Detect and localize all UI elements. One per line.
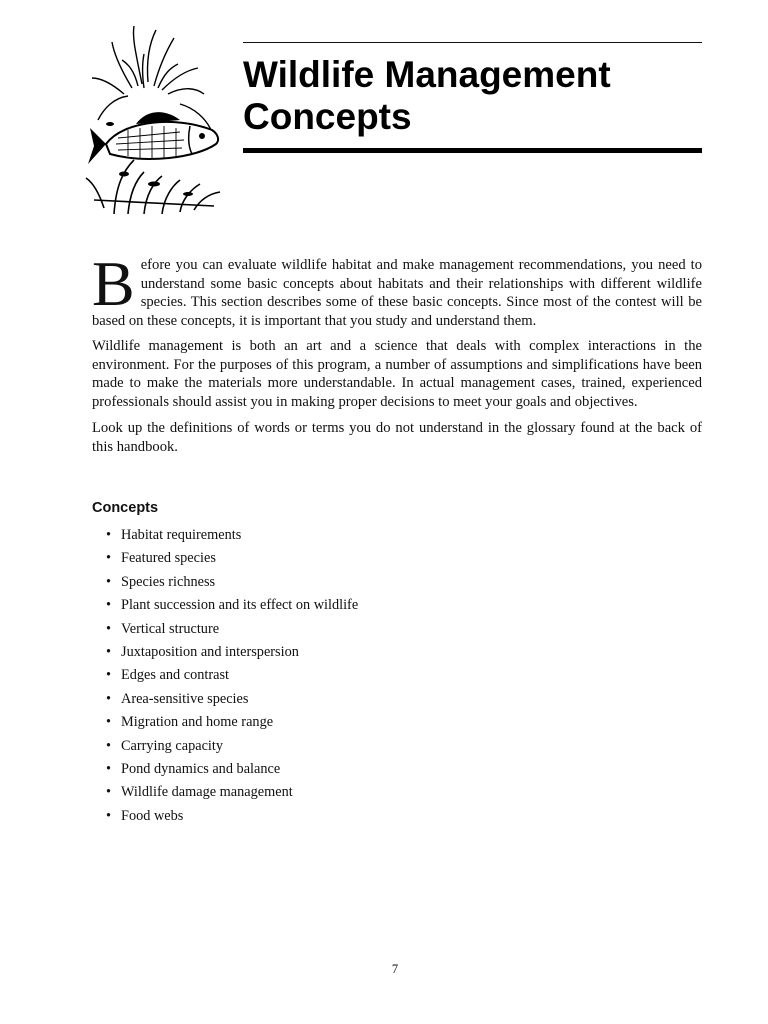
bullet: •: [106, 620, 112, 637]
fish-illustration-svg: [84, 24, 228, 214]
list-item-label: Food webs: [121, 807, 184, 824]
list-item: [106, 596, 358, 619]
bullet: •: [106, 784, 112, 801]
intro-paragraph-text: efore you can evaluate wildlife habitat and make management recommendations, you need to understand some basic concepts about habitats and their relationships with different wildlife species. This section describes some of these basic concepts. Since most of the contest will be based on these concepts, it is important that you study and understand them.: [92, 257, 702, 329]
list-item: [106, 737, 358, 760]
list-item-label: Featured species: [121, 550, 216, 567]
bullet: •: [106, 807, 112, 824]
bullet: •: [106, 714, 112, 731]
list-item: [106, 783, 358, 806]
glossary-paragraph: Look up the definitions of words or terms you do not understand in the glossary found at the back of this handbook.: [92, 420, 702, 455]
list-item-label: Juxtaposition and interspersion: [121, 643, 299, 660]
list-item: [106, 760, 358, 783]
bullet: •: [106, 643, 112, 660]
list-item-label: Edges and contrast: [121, 667, 229, 684]
bullet: •: [106, 527, 112, 543]
bullet: •: [106, 550, 112, 567]
bullet: •: [106, 690, 112, 707]
bullet: •: [106, 760, 112, 777]
list-item: [106, 690, 358, 713]
concepts-heading: Concepts: [92, 500, 159, 516]
list-item: [106, 713, 358, 736]
list-item-label: Pond dynamics and balance: [121, 760, 281, 777]
list-item: [106, 549, 358, 572]
list-item-label: Migration and home range: [121, 714, 274, 731]
list-item-label: Vertical structure: [121, 620, 220, 637]
page-title: Wildlife Management Concepts: [243, 54, 611, 137]
list-item: [106, 620, 358, 643]
list-item: [106, 643, 358, 666]
bullet: •: [106, 667, 112, 684]
list-item: [106, 573, 358, 596]
list-item-label: Species richness: [121, 573, 216, 590]
list-item-label: Carrying capacity: [121, 737, 224, 754]
bullet: •: [106, 737, 112, 754]
management-paragraph: Wildlife management is both an art and a science that deals with complex interactions in the environment. For the purposes of this program, a number of assumptions and simplifications have been made to make the materials more understandable. In actual management cases, trained, experienced professionals should assist you in making proper decisions to meet your goals and objectives.: [92, 338, 702, 410]
list-item-label: Plant succession and its effect on wildlife: [121, 597, 359, 614]
list-item: [106, 666, 358, 689]
fish-reeds-illustration: [84, 24, 228, 214]
list-item: [106, 807, 358, 830]
bullet: •: [106, 597, 112, 614]
bullet: •: [106, 573, 112, 590]
drop-cap: B: [92, 248, 135, 319]
list-item-label: Wildlife damage management: [121, 784, 293, 801]
fish-shape: [88, 112, 218, 164]
list-item-label: Area-sensitive species: [121, 690, 249, 707]
title-top-rule: [243, 42, 702, 43]
concepts-list: [106, 526, 358, 830]
title-bottom-rule: [243, 148, 702, 153]
list-item-label: Habitat requirements: [121, 527, 242, 543]
list-item: [106, 526, 358, 549]
page-number: 7: [391, 962, 399, 976]
intro-paragraph: [92, 248, 702, 330]
